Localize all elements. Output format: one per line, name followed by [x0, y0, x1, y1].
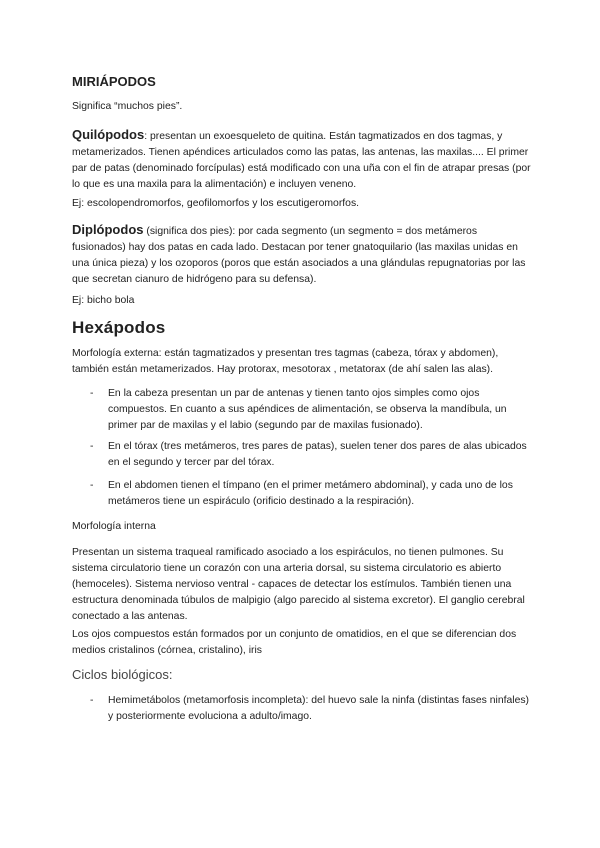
list-item: Hemimetábolos (metamorfosis incompleta): del huevo sale la ninfa (distintas fases ninfales) y posteriormente evoluciona a adulto/imago. — [108, 695, 530, 722]
quilopodos-text: : presentan un exoesqueleto de quitina. Están tagmatizados en dos tagmas, y metamerizados. Tienen apéndices articulados como las patas, las antenas, las maxilas.... El primer par de patas (denominado forcípulas) está modificado con una uña con el fin de atrapar presas (por lo que es una maxila para la alimentación) e incluyen veneno. — [72, 131, 531, 190]
meaning-paragraph: Significa “muchos pies”. — [72, 101, 183, 112]
quilopodos-term: Quilópodos — [72, 127, 145, 142]
diplopodos-text: (significa dos pies): por cada segmento (un segmento = dos metámeros fusionados) hay dos patas en cada lado. Destacan por tener gnatoquilario (las maxilas unidas en una única pieza) y los ozoporos (poros que están asociados a una glándulas repugnatorias por las que secretan cianuro de hidrógeno para su defensa). — [72, 226, 526, 285]
quilopodos-example: Ej: escolopendromorfos, geofilomorfos y los escutigeromorfos. — [72, 198, 360, 209]
morfologia-interna-title: Morfología interna — [72, 521, 156, 532]
list-item: En la cabeza presentan un par de antenas y tienen tanto ojos simples como ojos compuestos. En cuanto a sus apéndices de alimentación, se observa la mandíbula, un primer par de maxilas y el labio (segundo par de maxilas fusionado). — [108, 388, 507, 431]
diplopodos-term: Diplópodos — [72, 222, 144, 237]
quilopodos-paragraph — [72, 127, 532, 193]
section-title-miriapodos: MIRIÁPODOS — [72, 74, 156, 89]
section-title-hexapodos: Hexápodos — [72, 318, 166, 337]
list-item: En el abdomen tienen el tímpano (en el primer metámero abdominal), y cada uno de los metámeros tiene un espiráculo (orificio destinado a la respiración). — [108, 480, 513, 507]
bullet-marker: - — [90, 695, 94, 706]
bullet-marker: - — [90, 480, 94, 491]
ojos-paragraph: Los ojos compuestos están formados por un conjunto de omatidios, en el que se diferencian dos medios cristalinos (córnea, cristalino), iris — [72, 629, 517, 656]
morfologia-interna-paragraph: Presentan un sistema traqueal ramificado asociado a los espiráculos, no tienen pulmones. Su sistema circulatorio tiene un corazón con una arteria dorsal, su sistema circulatorio es abierto (hemoceles). Sistema nervioso ventral - capaces de detectar los estímulos. También tienen una estructura denominada túbulos de malpigio (algo parecido al sistema excretor). El ganglio cerebral conectado a las antenas. — [72, 547, 525, 622]
morfologia-externa-paragraph: Morfología externa: están tagmatizados y presentan tres tagmas (cabeza, tórax y abdomen), también están metamerizados. Hay protorax, mesotorax , metatorax (de ahí salen las alas). — [72, 348, 499, 375]
list-item: En el tórax (tres metámeros, tres pares de patas), suelen tener dos pares de alas ubicados en el segundo y tercer par del tórax. — [108, 441, 527, 468]
diplopodos-example: Ej: bicho bola — [72, 295, 135, 306]
bullet-marker: - — [90, 388, 94, 399]
section-title-ciclos: Ciclos biológicos: — [72, 667, 173, 682]
diplopodos-paragraph — [72, 222, 532, 288]
bullet-marker: - — [90, 441, 94, 452]
